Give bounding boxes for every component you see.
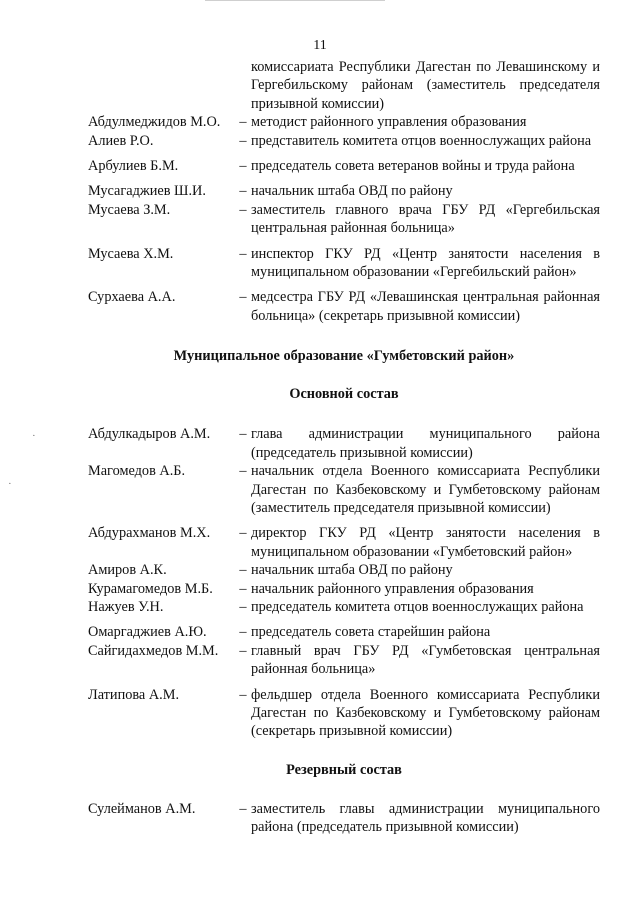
member-position: методист районного управления образования — [251, 114, 527, 131]
member-entry — [88, 132, 600, 150]
member-name: Алиев Р.О. — [88, 132, 154, 149]
member-name: Абдулмеджидов М.О. — [88, 114, 221, 131]
member-entry — [88, 561, 600, 579]
member-position: начальник штаба ОВД по району — [251, 562, 453, 579]
entry-description: комиссариата Республики Дагестан по Левашинскому и Гергебильскому районам (заместитель председателя призывной комиссии) — [251, 59, 600, 112]
member-entry — [88, 800, 600, 837]
dash: – — [239, 158, 247, 175]
dash: – — [239, 525, 247, 542]
member-entry — [88, 686, 600, 741]
scan-mark: · — [8, 478, 12, 490]
dash: – — [239, 800, 247, 817]
member-name: Омаргаджиев А.Ю. — [88, 624, 207, 641]
member-entry — [88, 201, 600, 238]
dash: – — [239, 562, 247, 579]
member-position: начальник штаба ОВД по району — [251, 183, 453, 200]
member-position: начальник районного управления образования — [251, 580, 534, 597]
member-name: Сурхаева А.А. — [88, 289, 176, 306]
municipality-heading: Муниципальное образование «Гумбетовский район» — [173, 348, 515, 365]
entry-continuation — [88, 58, 600, 113]
member-position: директор ГКУ РД «Центр занятости населения в муниципальном образовании «Гумбетовский район» — [251, 525, 600, 560]
reserve-composition-heading: Резервный состав — [286, 761, 402, 778]
member-name: Абдурахманов М.Х. — [88, 525, 211, 542]
member-name: Латипова А.М. — [88, 686, 180, 703]
dash: – — [239, 114, 247, 131]
member-position: главный врач ГБУ РД «Гумбетовская центральная районная больница» — [251, 642, 600, 678]
member-name: Амиров А.К. — [88, 562, 167, 579]
member-position: председатель совета ветеранов войны и труда района — [251, 158, 575, 175]
dash: – — [239, 642, 247, 659]
member-name: Мусагаджиев Ш.И. — [88, 183, 206, 200]
scan-mark: · — [32, 430, 36, 442]
dash: – — [239, 132, 247, 149]
member-position: медсестра ГБУ РД «Левашинская центральная районная больница» (секретарь призывной комиссии) — [251, 289, 600, 324]
member-position: заместитель главного врача ГБУ РД «Гергебильская центральная районная больница» — [251, 201, 600, 237]
member-name: Нажуев У.Н. — [88, 598, 164, 615]
dash: – — [239, 289, 247, 306]
member-name: Сулейманов А.М. — [88, 800, 196, 817]
top-edge-line — [205, 0, 385, 1]
document-body — [88, 58, 600, 837]
member-entry — [88, 598, 600, 616]
member-position: представитель комитета отцов военнослужащих района — [251, 132, 592, 149]
member-entry — [88, 580, 600, 598]
member-position: инспектор ГКУ РД «Центр занятости населения в муниципальном образовании «Гергебильский район» — [251, 245, 600, 281]
member-name: Магомедов А.Б. — [88, 463, 186, 480]
main-composition-heading: Основной состав — [289, 386, 399, 403]
dash: – — [239, 624, 247, 641]
member-entry — [88, 524, 600, 561]
member-entry — [88, 157, 600, 175]
member-name: Абдулкадыров А.М. — [88, 426, 211, 443]
member-position: фельдшер отдела Военного комиссариата Республики Дагестан по Казбековскому и Гумбетовскому районам (секретарь призывной комиссии) — [251, 686, 600, 740]
member-position: председатель комитета отцов военнослужащих района — [251, 598, 584, 615]
dash: – — [239, 598, 247, 615]
dash: – — [239, 580, 247, 597]
page-number: 11 — [313, 38, 327, 53]
member-entry — [88, 113, 600, 131]
member-name: Курамагомедов М.Б. — [88, 580, 213, 597]
member-name: Мусаева Х.М. — [88, 245, 174, 262]
member-entry — [88, 245, 600, 282]
dash: – — [239, 686, 247, 703]
member-entry — [88, 288, 600, 325]
dash: – — [239, 245, 247, 262]
member-name: Арбулиев Б.М. — [88, 158, 179, 175]
member-position: заместитель главы администрации муниципального района (председатель призывной комиссии) — [251, 800, 600, 836]
dash: – — [239, 201, 247, 218]
dash: – — [239, 183, 247, 200]
member-entry — [88, 462, 600, 517]
member-entry — [88, 623, 600, 641]
dash: – — [239, 463, 247, 480]
member-name: Мусаева З.М. — [88, 201, 171, 218]
member-name: Сайгидахмедов М.М. — [88, 642, 219, 659]
member-position: глава администрации муниципального района (председатель призывной комиссии) — [251, 426, 600, 461]
member-entry — [88, 642, 600, 679]
member-position: начальник отдела Военного комиссариата Республики Дагестан по Казбековскому и Гумбетовскому районам (заместитель председателя призывной комиссии) — [251, 463, 600, 516]
member-entry — [88, 425, 600, 462]
dash: – — [239, 426, 247, 443]
member-position: председатель совета старейшин района — [251, 624, 491, 641]
member-entry — [88, 182, 600, 200]
